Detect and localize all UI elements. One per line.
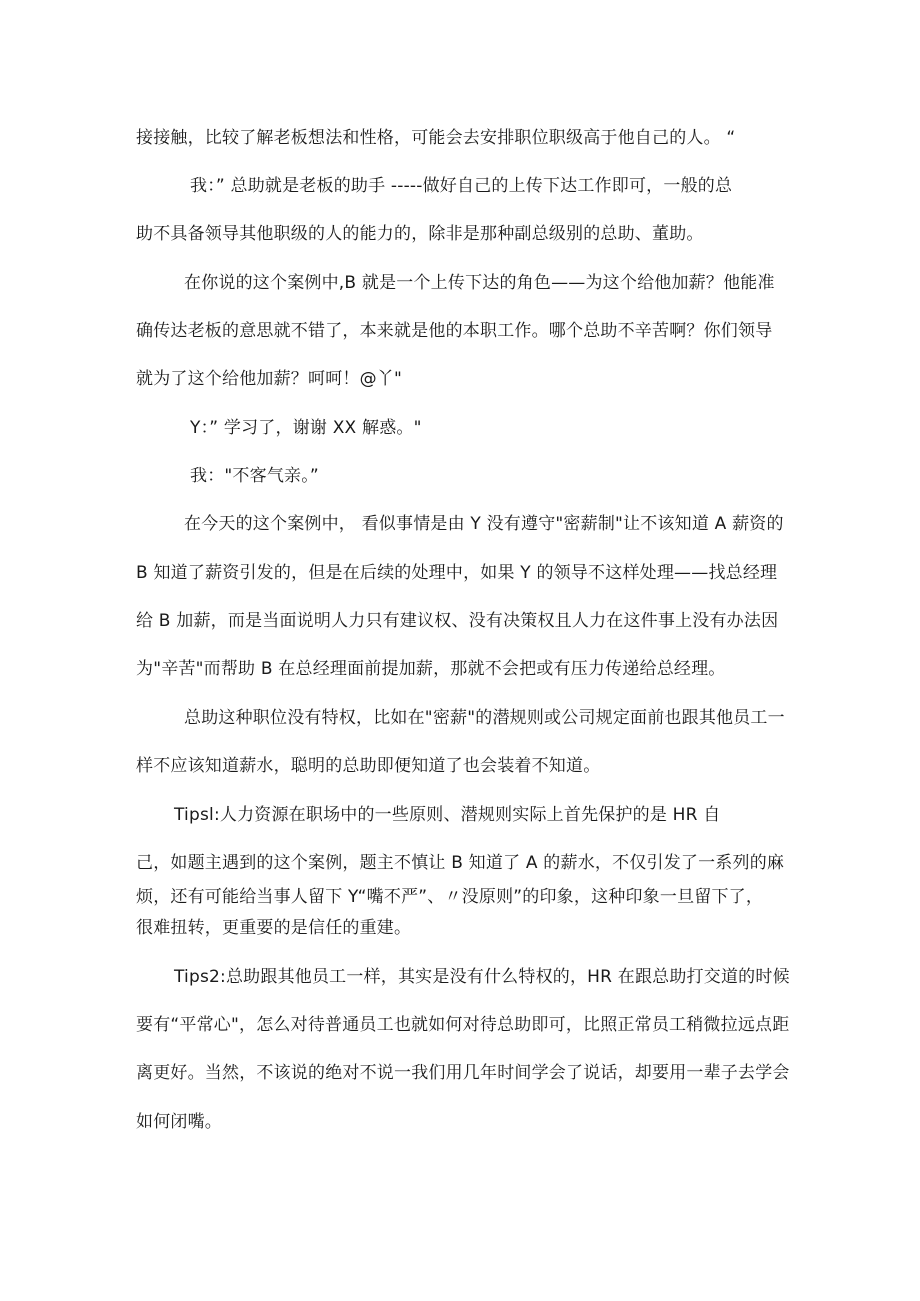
text-line: 我：” 总助就是老板的助手 -----做好自己的上传下达工作即可，一般的总 — [190, 176, 733, 196]
text-line: 烦，还有可能给当事人留下 Y“嘴不严”、〃没原则”的印象，这种印象一旦留下了， — [136, 887, 764, 907]
text-line: 在今天的这个案例中， 看似事情是由 Y 没有遵守"密薪制"让不该知道 A 薪资的 — [184, 514, 784, 534]
text-line: 如何闭嘴。 — [136, 1112, 222, 1132]
text-line: 己，如题主遇到的这个案例，题主不慎让 B 知道了 A 的薪水，不仅引发了一系列的麻 — [136, 853, 785, 873]
text-line: 总助这种职位没有特权，比如在"密薪"的潜规则或公司规定面前也跟其他员工一 — [184, 708, 785, 728]
text-line: Y：” 学习了，谢谢 XX 解惑。" — [190, 418, 422, 438]
text-line: B 知道了薪资引发的，但是在后续的处理中，如果 Y 的领导不这样处理——找总经理 — [136, 563, 778, 583]
text-line: 确传达老板的意思就不错了，本来就是他的本职工作。哪个总助不辛苦啊？你们领导 — [136, 321, 773, 341]
text-line: 接接触，比较了解老板想法和性格，可能会去安排职位职级高于他自己的人。 “ — [136, 128, 736, 148]
text-line: 要有“平常心"，怎么对待普通员工也就如何对待总助即可，比照正常员工稍微拉远点距 — [136, 1015, 790, 1035]
text-line: 给 B 加薪，而是当面说明人力只有建议权、没有决策权且人力在这件事上没有办法因 — [136, 611, 779, 631]
text-line: 样不应该知道薪水，聪明的总助即便知道了也会装着不知道。 — [136, 756, 601, 776]
text-line: 为"辛苦"而帮助 B 在总经理面前提加薪，那就不会把或有压力传递给总经理。 — [136, 659, 726, 679]
text-line: 离更好。当然，不该说的绝对不说一我们用几年时间学会了说话，却要用一辈子去学会 — [136, 1063, 790, 1083]
text-line: Tips2:总助跟其他员工一样，其实是没有什么特权的，HR 在跟总助打交道的时候 — [174, 967, 790, 987]
text-line: Tipsl:人力资源在职场中的一些原则、潜规则实际上首先保护的是 HR 自 — [174, 805, 721, 825]
text-line: 我："不客气亲。” — [190, 466, 319, 486]
text-line: 助不具备领导其他职级的人的能力的，除非是那种副总级别的总助、董助。 — [136, 224, 704, 244]
text-line: 就为了这个给他加薪？呵呵！@丫" — [136, 369, 403, 389]
text-line: 很难扭转，更重要的是信任的重建。 — [136, 918, 412, 938]
text-line: 在你说的这个案例中,B 就是一个上传下达的角色——为这个给他加薪？他能准 — [184, 273, 775, 293]
